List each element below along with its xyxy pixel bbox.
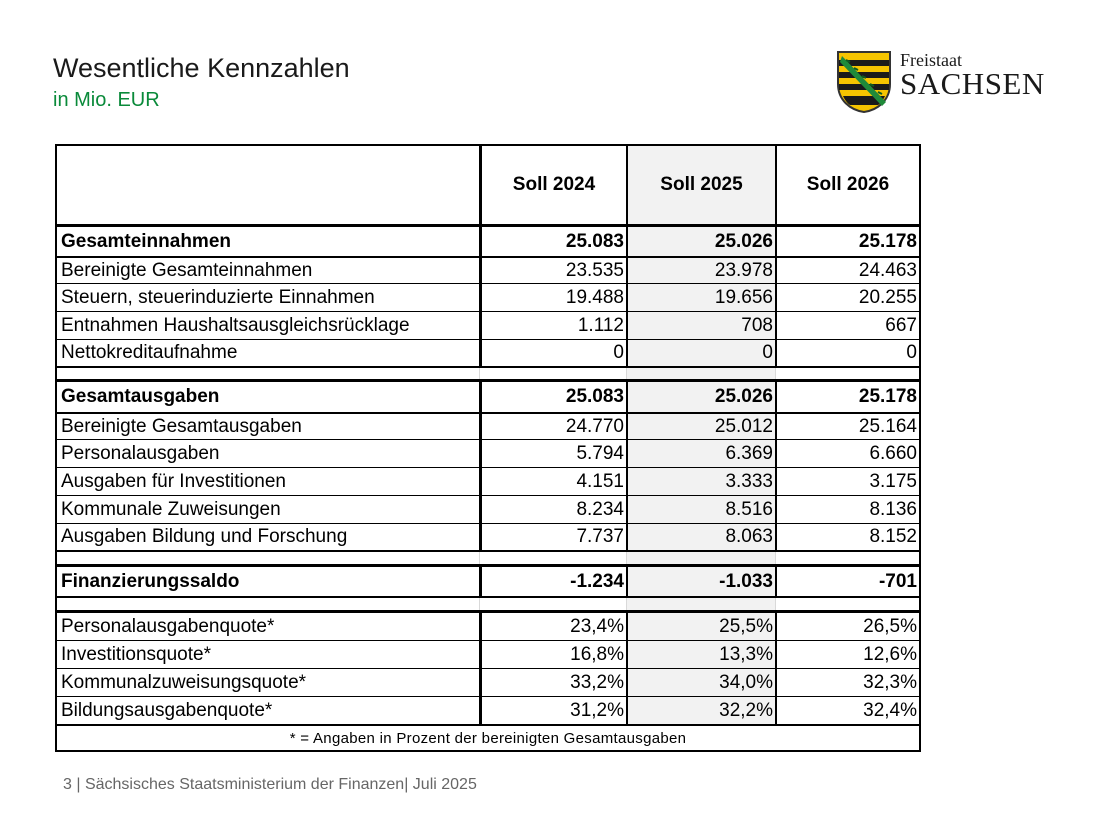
header-cell-soll-2025: Soll 2025 xyxy=(626,146,775,224)
value-2024: 23.535 xyxy=(479,258,626,283)
value-2026: 20.255 xyxy=(775,284,919,311)
spacer-cell xyxy=(57,598,479,610)
spacer-cell xyxy=(479,598,626,610)
header-cell-soll-2026: Soll 2026 xyxy=(775,146,919,224)
row-label: Personalausgabenquote* xyxy=(61,615,275,637)
value-2025: 34,0% xyxy=(626,669,775,696)
value-2026: 667 xyxy=(775,312,919,339)
spacer-cell xyxy=(775,598,919,610)
table-row xyxy=(57,523,919,550)
value-2025: 32,2% xyxy=(626,697,775,724)
value-2024: 33,2% xyxy=(479,669,626,696)
table-row xyxy=(57,311,919,339)
table-spacer-row xyxy=(57,366,919,379)
value-2025: 25,5% xyxy=(626,613,775,640)
table-row xyxy=(57,467,919,495)
table-row xyxy=(57,495,919,523)
value-2026: 32,4% xyxy=(775,697,919,724)
table-row xyxy=(57,668,919,696)
value-2025: 25.012 xyxy=(626,414,775,439)
row-label: Kommunale Zuweisungen xyxy=(61,498,281,520)
table-header-row xyxy=(57,146,919,224)
value-2024: 23,4% xyxy=(479,613,626,640)
table-spacer-row xyxy=(57,550,919,564)
value-2024: 1.112 xyxy=(479,312,626,339)
value-2025: 0 xyxy=(626,340,775,366)
value-2026: 25.178 xyxy=(775,227,919,256)
table-row xyxy=(57,610,919,640)
table-row xyxy=(57,224,919,256)
value-2026: 12,6% xyxy=(775,641,919,668)
value-2026: 26,5% xyxy=(775,613,919,640)
value-2025: 13,3% xyxy=(626,641,775,668)
value-2025: 19.656 xyxy=(626,284,775,311)
logo-line-sachsen: SACHSEN xyxy=(900,66,1045,101)
sachsen-logo xyxy=(836,50,1046,114)
spacer-cell xyxy=(626,368,775,379)
value-2025: 3.333 xyxy=(626,468,775,495)
value-2024: 5.794 xyxy=(479,440,626,467)
value-2026: 0 xyxy=(775,340,919,366)
value-2024: 7.737 xyxy=(479,524,626,550)
header-cell-soll-2024: Soll 2024 xyxy=(479,146,626,224)
row-label: Steuern, steuerinduzierte Einnahmen xyxy=(61,286,375,308)
spacer-cell xyxy=(57,552,479,564)
value-2026: 3.175 xyxy=(775,468,919,495)
value-2025: 6.369 xyxy=(626,440,775,467)
slide-subtitle: in Mio. EUR xyxy=(53,89,160,111)
row-label: Gesamteinnahmen xyxy=(61,230,231,252)
spacer-cell xyxy=(775,552,919,564)
table-spacer-row xyxy=(57,596,919,610)
value-2026: 6.660 xyxy=(775,440,919,467)
table-row xyxy=(57,283,919,311)
value-2024: 19.488 xyxy=(479,284,626,311)
value-2026: 25.164 xyxy=(775,414,919,439)
spacer-cell xyxy=(479,368,626,379)
table-row xyxy=(57,412,919,439)
spacer-cell xyxy=(775,368,919,379)
spacer-cell xyxy=(479,552,626,564)
value-2024: 25.083 xyxy=(479,382,626,412)
table-row xyxy=(57,564,919,596)
table-row xyxy=(57,256,919,283)
value-2025: -1.033 xyxy=(626,567,775,596)
value-2025: 708 xyxy=(626,312,775,339)
value-2025: 25.026 xyxy=(626,227,775,256)
value-2026: -701 xyxy=(775,567,919,596)
value-2024: 25.083 xyxy=(479,227,626,256)
value-2025: 23.978 xyxy=(626,258,775,283)
spacer-cell xyxy=(57,368,479,379)
table-row xyxy=(57,439,919,467)
row-label: Ausgaben Bildung und Forschung xyxy=(61,526,348,547)
value-2026: 25.178 xyxy=(775,382,919,412)
saxony-coat-of-arms-icon xyxy=(836,50,892,114)
table-row xyxy=(57,696,919,724)
table-footnote: * = Angaben in Prozent der bereinigten Gesamtausgaben xyxy=(57,724,919,750)
row-label: Bereinigte Gesamteinnahmen xyxy=(61,259,313,281)
table-row xyxy=(57,339,919,366)
row-label: Investitionsquote* xyxy=(61,643,211,665)
table-row xyxy=(57,379,919,412)
value-2024: -1.234 xyxy=(479,567,626,596)
row-label: Bereinigte Gesamtausgaben xyxy=(61,415,302,437)
row-label: Nettokreditaufnahme xyxy=(61,342,238,363)
value-2025: 8.063 xyxy=(626,524,775,550)
value-2026: 32,3% xyxy=(775,669,919,696)
key-figures-table xyxy=(55,144,921,752)
slide-title: Wesentliche Kennzahlen xyxy=(53,53,350,83)
value-2024: 31,2% xyxy=(479,697,626,724)
value-2024: 8.234 xyxy=(479,496,626,523)
value-2026: 8.136 xyxy=(775,496,919,523)
table-row xyxy=(57,640,919,668)
value-2024: 24.770 xyxy=(479,414,626,439)
logo-line-freistaat: Freistaat xyxy=(900,50,962,70)
row-label: Bildungsausgabenquote* xyxy=(61,699,273,721)
spacer-cell xyxy=(626,552,775,564)
row-label: Gesamtausgaben xyxy=(61,386,220,407)
header-cell-label xyxy=(57,146,479,224)
value-2024: 4.151 xyxy=(479,468,626,495)
row-label: Kommunalzuweisungsquote* xyxy=(61,671,307,693)
spacer-cell xyxy=(626,598,775,610)
value-2026: 8.152 xyxy=(775,524,919,550)
value-2025: 8.516 xyxy=(626,496,775,523)
slide-footer: 3 | Sächsisches Staatsministerium der Finanzen| Juli 2025 xyxy=(63,776,477,793)
value-2024: 16,8% xyxy=(479,641,626,668)
row-label: Finanzierungssaldo xyxy=(61,570,240,592)
row-label: Personalausgaben xyxy=(61,442,220,464)
row-label: Entnahmen Haushaltsausgleichsrücklage xyxy=(61,314,410,336)
row-label: Ausgaben für Investitionen xyxy=(61,470,286,492)
value-2025: 25.026 xyxy=(626,382,775,412)
value-2024: 0 xyxy=(479,340,626,366)
value-2026: 24.463 xyxy=(775,258,919,283)
